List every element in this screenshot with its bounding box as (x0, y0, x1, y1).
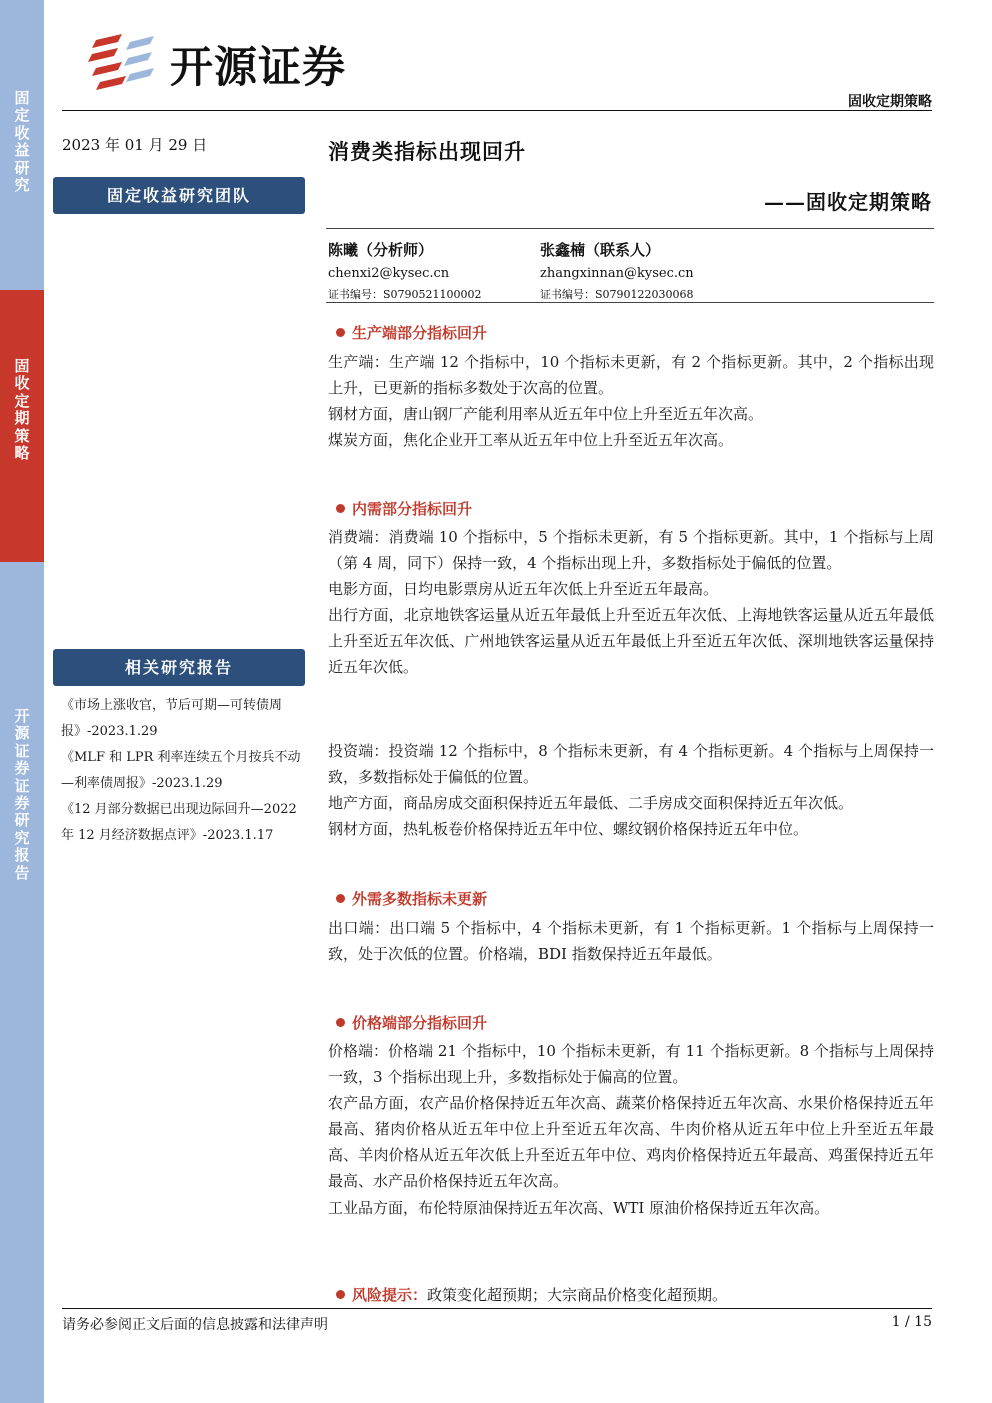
paragraph: 出行方面，北京地铁客运量从近五年最低上升至近五年次低、上海地铁客运量从近五年最低上升至近五年次低、广州地铁客运量从近五年最低上升至近五年次低、深圳地铁客运量保持近五年次低。 (328, 606, 934, 677)
risk-text: 政策变化超预期；大宗商品价格变化超预期。 (427, 1286, 728, 1304)
brand-name: 开源证券 (170, 43, 346, 93)
risk-warning (336, 1284, 727, 1305)
paragraph: 煤炭方面，焦化企业开工率从近五年中位上升至近五年次高。 (328, 431, 734, 450)
section-heading-text: 价格端部分指标回升 (352, 1014, 488, 1032)
related-report-item[interactable]: 《12 月部分数据已出现边际回升—2022 年 12 月经济数据点评》-2023.1.17 (61, 802, 297, 843)
paragraph: 出口端：出口端 5 个指标中，4 个指标未更新，有 1 个指标更新。1 个指标与上周保持一致，处于次低的位置。价格端，BDI 指数保持近五年最低。 (328, 919, 934, 964)
left-sidebar (0, 0, 44, 1403)
section-heading (336, 888, 487, 909)
paragraph: 农产品方面，农产品价格保持近五年次高、蔬菜价格保持近五年次高、水果价格保持近五年最高、猪肉价格从近五年中位上升至近五年次高、牛肉价格从近五年中位上升至近五年最高、羊肉价格从近五年次低上升至近五年中位、鸡肉价格保持近五年最高、鸡蛋保持近五年最高、水产品价格保持近五年次高。 (328, 1094, 934, 1191)
section-body (328, 524, 934, 681)
sidebar-label-fixed-income: 固定收益研究 (14, 89, 30, 195)
risk-label: 风险提示： (352, 1286, 428, 1304)
author-block (328, 239, 482, 302)
author-rule-bottom (326, 302, 934, 303)
section-heading-text: 内需部分指标回升 (352, 500, 473, 518)
report-date: 2023 年 01 月 29 日 (62, 136, 208, 154)
paragraph: 地产方面，商品房成交面积保持近五年最低、二手房成交面积保持近五年次低。 (328, 794, 854, 813)
section-body (328, 349, 934, 453)
report-title: 消费类指标出现回升 (328, 139, 526, 164)
section-heading-text: 生产端部分指标回升 (352, 324, 488, 342)
sidebar-label-strategy: 固收定期策略 (14, 357, 30, 463)
author-name: 张鑫楠（联系人） (540, 241, 661, 259)
bullet-icon (336, 328, 345, 337)
related-reports-list (61, 693, 311, 849)
section-heading (336, 322, 487, 343)
related-report-item[interactable]: 《市场上涨收官，节后可期—可转债周报》-2023.1.29 (61, 698, 283, 739)
bullet-icon (336, 1018, 345, 1027)
paragraph: 电影方面，日均电影票房从近五年次低上升至近五年最高。 (328, 580, 719, 599)
section-body (328, 1038, 934, 1221)
header-rule (62, 110, 932, 111)
bullet-icon (336, 894, 345, 903)
paragraph: 钢材方面，热轧板卷价格保持近五年中位、螺纹钢价格保持近五年中位。 (328, 820, 809, 839)
page-number: 1 / 15 (891, 1314, 932, 1330)
bullet-icon (336, 1290, 345, 1299)
section-heading (336, 1012, 487, 1033)
author-rule-top (326, 228, 934, 229)
section-heading (336, 498, 472, 519)
paragraph: 生产端：生产端 12 个指标中，10 个指标未更新，有 2 个指标更新。其中，2 个指标出现上升，已更新的指标多数处于次高的位置。 (328, 353, 934, 398)
header-report-type: 固收定期策略 (848, 94, 932, 110)
footer-disclaimer[interactable]: 请务必参阅正文后面的信息披露和法律声明 (62, 1317, 328, 1333)
related-reports-banner: 相关研究报告 (53, 649, 305, 686)
section-heading-text: 外需多数指标未更新 (352, 890, 488, 908)
report-subtitle: ——固收定期策略 (764, 190, 932, 214)
footer-rule (62, 1308, 932, 1309)
author-cert: 证书编号：S0790521100002 (328, 288, 482, 301)
section-body (328, 915, 934, 967)
paragraph: 消费端：消费端 10 个指标中，5 个指标未更新，有 5 个指标更新。其中，1 个指标与上周（第 4 周，同下）保持一致，4 个指标出现上升，多数指标处于偏低的位置。 (328, 528, 934, 573)
author-cert: 证书编号：S0790122030068 (540, 288, 694, 301)
paragraph: 钢材方面，唐山钢厂产能利用率从近五年中位上升至近五年次高。 (328, 405, 764, 424)
paragraph: 价格端：价格端 21 个指标中，10 个指标未更新，有 11 个指标更新。8 个指标与上周保持一致，3 个指标出现上升，多数指标处于偏高的位置。 (328, 1042, 934, 1087)
author-name: 陈曦（分析师） (328, 241, 434, 259)
related-report-item[interactable]: 《MLF 和 LPR 利率连续五个月按兵不动—利率债周报》-2023.1.29 (61, 750, 301, 791)
author-block (540, 239, 694, 302)
author-email: chenxi2@kysec.cn (328, 266, 450, 281)
paragraph: 投资端：投资端 12 个指标中，8 个指标未更新，有 4 个指标更新。4 个指标与上周保持一致，多数指标处于偏低的位置。 (328, 742, 934, 787)
paragraph: 工业品方面，布伦特原油保持近五年次高、WTI 原油价格保持近五年次高。 (328, 1198, 830, 1217)
author-email: zhangxinnan@kysec.cn (540, 266, 694, 281)
sidebar-label-kysec: 开源证券 证券研究报告 (14, 707, 30, 882)
brand-logo-icon (88, 30, 160, 90)
section-body (328, 738, 934, 842)
team-banner: 固定收益研究团队 (53, 177, 305, 214)
bullet-icon (336, 504, 345, 513)
